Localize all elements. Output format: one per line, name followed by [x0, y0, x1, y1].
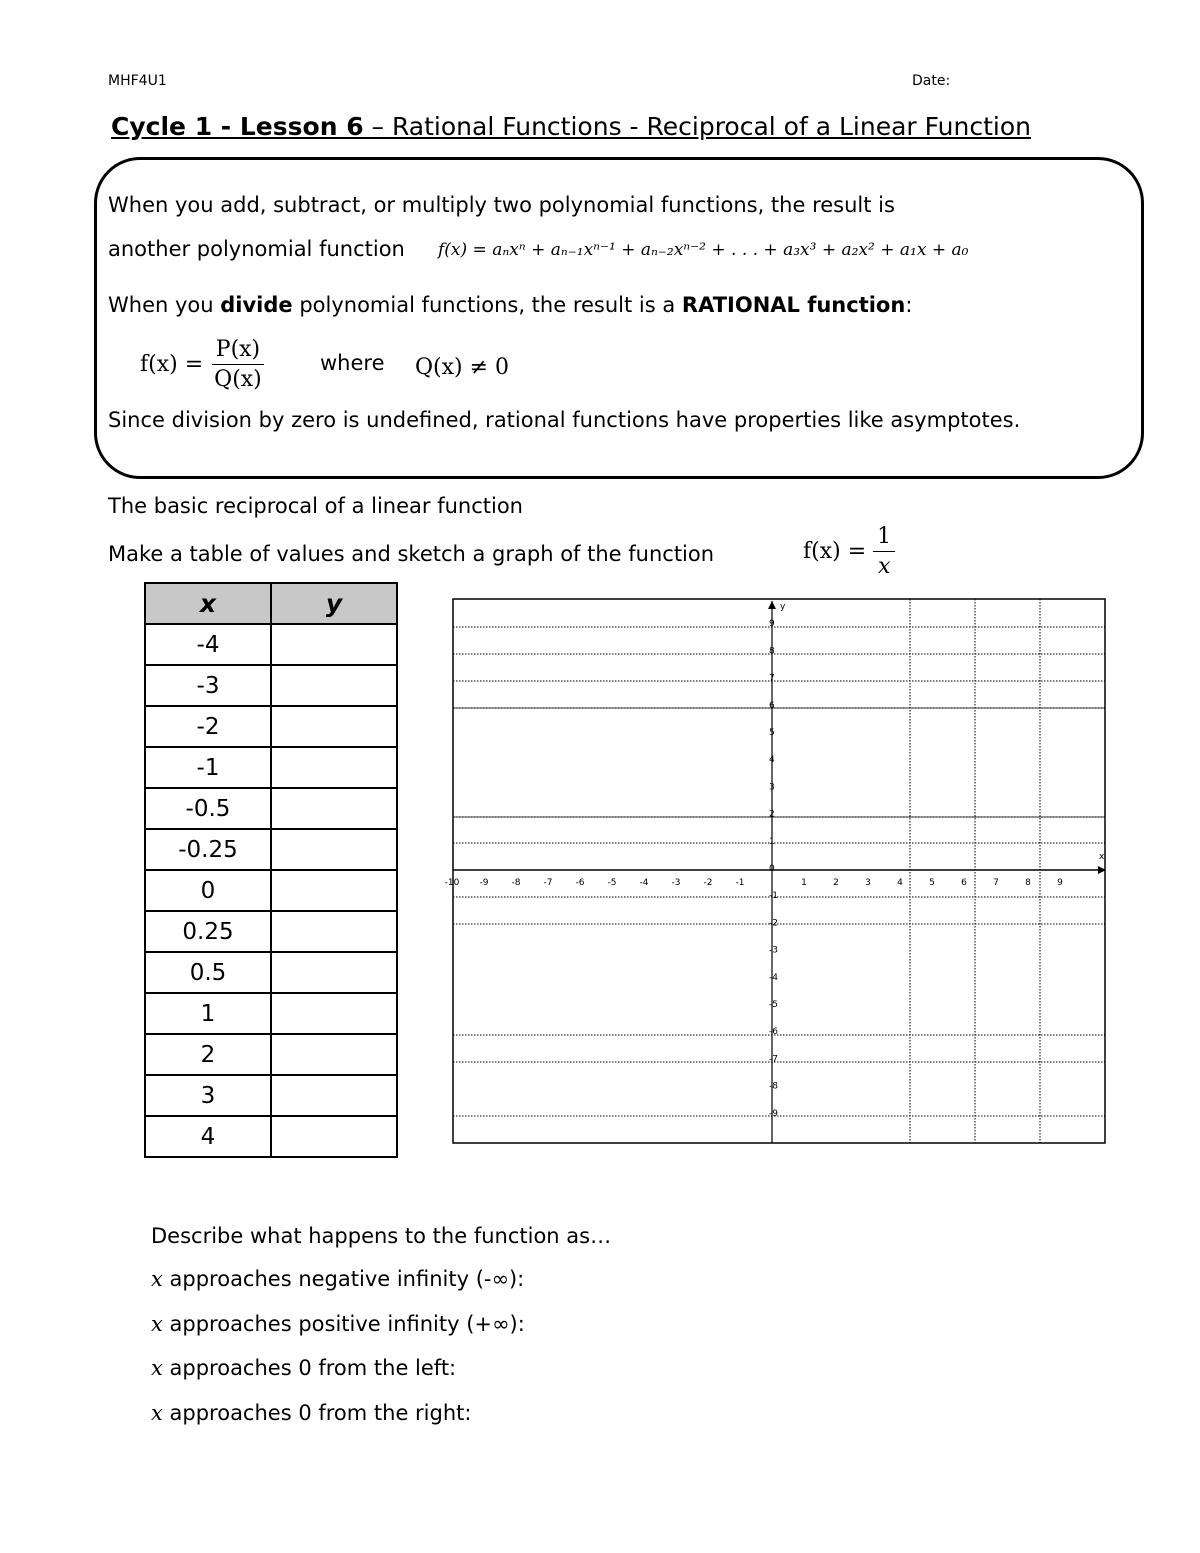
x-value-cell: 3 [145, 1075, 271, 1116]
table-row [145, 665, 397, 706]
table-row [145, 706, 397, 747]
table-row [145, 829, 397, 870]
y-tick-label: -4 [769, 972, 778, 983]
y-value-cell[interactable] [271, 870, 397, 911]
y-tick-label: 8 [769, 646, 775, 657]
x-tick-label: 5 [929, 878, 935, 888]
x-value-cell: 4 [145, 1116, 271, 1157]
x-value-cell: -2 [145, 706, 271, 747]
x-value-cell: 0.5 [145, 952, 271, 993]
x-tick-label: 6 [961, 878, 967, 888]
table-row [145, 1034, 397, 1075]
column-header-x: x [145, 583, 271, 624]
table-of-values [144, 582, 398, 1158]
y-tick-label: 2 [769, 809, 775, 820]
x-tick-label: 2 [833, 878, 839, 888]
y-value-cell[interactable] [271, 788, 397, 829]
section-instruction: Make a table of values and sketch a graph of the function [108, 542, 715, 566]
question-variable: x [151, 1356, 163, 1380]
table-row [145, 747, 397, 788]
table-row [145, 911, 397, 952]
x-tick-label: -1 [735, 878, 745, 888]
grid-border [453, 599, 1105, 1143]
x-value-cell: 0.25 [145, 911, 271, 952]
y-tick-label: -9 [769, 1108, 778, 1119]
section-heading: The basic reciprocal of a linear function [108, 494, 523, 518]
x-tick-label: 8 [1025, 878, 1031, 888]
polynomial-formula: f(x) = aₙxⁿ + aₙ₋₁xⁿ⁻¹ + aₙ₋₂xⁿ⁻² + . . . + a₃x³ + a₂x² + a₁x + a₀ [438, 240, 969, 260]
y-value-cell[interactable] [271, 1034, 397, 1075]
column-header-y: y [271, 583, 397, 624]
title-lesson: Cycle 1 - Lesson 6 [111, 112, 364, 141]
y-tick-label: 5 [769, 728, 775, 738]
table-row [145, 1116, 397, 1157]
reciprocal-function: f(x) = $\frac{1}{x}$ [803, 524, 895, 579]
y-tick-label: -6 [769, 1027, 778, 1038]
y-axis-label: y [780, 602, 786, 612]
rational-definition: f(x) = $\frac{P(x)}{Q(x)}$ [140, 337, 266, 392]
page-title [111, 112, 1031, 141]
x-tick-label: 9 [1057, 878, 1063, 888]
x-value-cell: -0.25 [145, 829, 271, 870]
course-code: MHF4U1 [108, 73, 167, 89]
question-text: approaches 0 from the left: [162, 1356, 457, 1380]
x-tick-label: -4 [639, 878, 649, 888]
x-tick-label: -5 [607, 878, 617, 888]
x-tick-label: -3 [671, 878, 681, 888]
y-value-cell[interactable] [271, 911, 397, 952]
x-tick-labels [445, 878, 1063, 888]
question-text: approaches negative infinity (-∞): [162, 1267, 525, 1291]
x-tick-label: 4 [897, 878, 903, 888]
grid-lines [453, 599, 1105, 1143]
question-item [151, 1356, 456, 1380]
question-item [151, 1401, 471, 1425]
table-row [145, 993, 397, 1034]
y-tick-label: -8 [769, 1081, 778, 1092]
x-value-cell: 2 [145, 1034, 271, 1075]
y-tick-label: 7 [769, 673, 775, 684]
x-tick-label: -7 [543, 878, 553, 888]
y-tick-label: 1 [769, 836, 775, 847]
question-item [151, 1312, 525, 1336]
table-row [145, 788, 397, 829]
x-value-cell: -0.5 [145, 788, 271, 829]
x-tick-label: -9 [479, 878, 489, 888]
y-value-cell[interactable] [271, 665, 397, 706]
y-value-cell[interactable] [271, 829, 397, 870]
table-body [145, 624, 397, 1157]
question-variable: x [151, 1400, 163, 1425]
denominator-condition: Q(x) ≠ 0 [415, 355, 510, 380]
question-variable: x [151, 1267, 163, 1291]
y-value-cell[interactable] [271, 1116, 397, 1157]
y-tick-label: -3 [769, 945, 778, 956]
y-value-cell[interactable] [271, 747, 397, 788]
x-tick-label: -2 [703, 878, 713, 888]
y-tick-label: 6 [769, 700, 775, 711]
x-tick-label: 7 [993, 878, 999, 888]
question-variable: x [151, 1311, 163, 1336]
x-tick-label: 1 [801, 878, 807, 888]
title-topic: – Rational Functions - Reciprocal of a Linear Function [363, 112, 1031, 141]
where-label: where [320, 351, 385, 375]
x-tick-label: -6 [575, 878, 585, 888]
x-tick-label: -8 [511, 878, 521, 888]
questions-intro: Describe what happens to the function as… [151, 1224, 612, 1248]
y-value-cell[interactable] [271, 952, 397, 993]
y-tick-label: 0 [769, 864, 775, 874]
x-value-cell: -3 [145, 665, 271, 706]
coordinate-grid [444, 597, 1108, 1147]
y-value-cell[interactable] [271, 993, 397, 1034]
question-text: approaches 0 from the right: [162, 1400, 472, 1425]
y-tick-label: 9 [769, 619, 775, 630]
y-tick-label: -2 [769, 918, 778, 929]
x-value-cell: -4 [145, 624, 271, 665]
date-label: Date: [912, 73, 951, 89]
question-text: approaches positive infinity (+∞): [162, 1311, 525, 1336]
table-row [145, 1075, 397, 1116]
y-tick-label: 3 [769, 782, 775, 793]
intro-line-3: When you divide polynomial functions, the result is a RATIONAL function: [108, 293, 913, 317]
x-value-cell: -1 [145, 747, 271, 788]
intro-line-4: Since division by zero is undefined, rational functions have properties like asymptotes. [108, 408, 1021, 432]
intro-line-2: another polynomial function [108, 237, 405, 261]
y-tick-label: -1 [769, 891, 778, 902]
table-row [145, 870, 397, 911]
y-value-cell[interactable] [271, 1075, 397, 1116]
y-value-cell[interactable] [271, 706, 397, 747]
y-tick-label: -7 [769, 1054, 778, 1065]
y-tick-label: 4 [769, 755, 775, 766]
table-row [145, 624, 397, 665]
table-row [145, 952, 397, 993]
x-tick-label: -10 [444, 878, 460, 888]
intro-line-1: When you add, subtract, or multiply two polynomial functions, the result is [108, 193, 895, 217]
y-value-cell[interactable] [271, 624, 397, 665]
y-tick-label: -5 [769, 1000, 778, 1010]
y-tick-labels [769, 619, 778, 1119]
x-axis-label: x [1099, 852, 1105, 862]
x-tick-label: 3 [865, 878, 871, 888]
y-axis-arrow [768, 601, 776, 609]
x-value-cell: 0 [145, 870, 271, 911]
x-value-cell: 1 [145, 993, 271, 1034]
question-item [151, 1267, 524, 1291]
